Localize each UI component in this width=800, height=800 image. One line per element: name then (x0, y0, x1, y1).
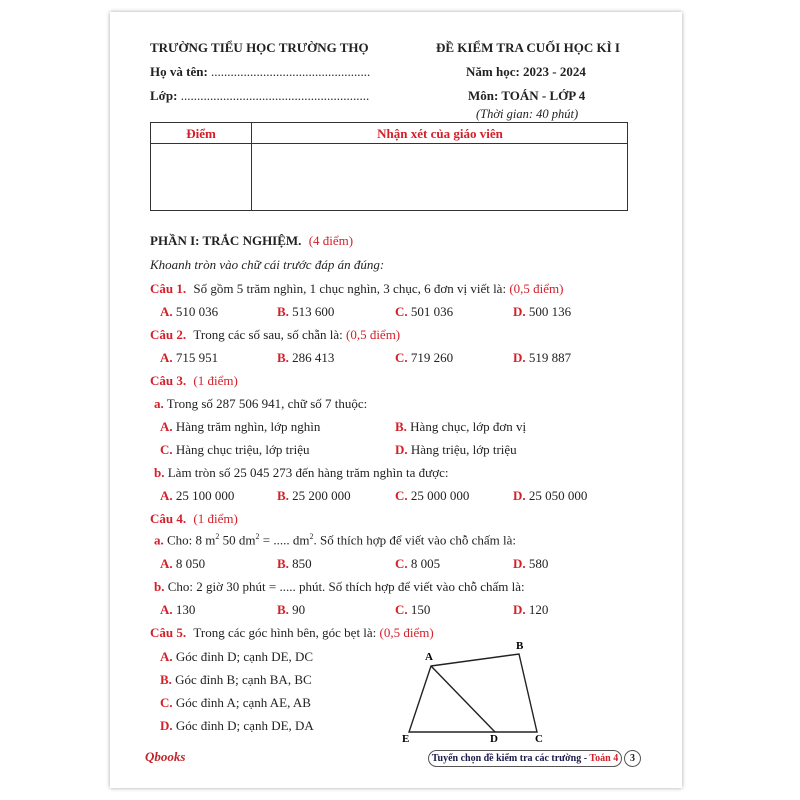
question-5 (150, 625, 434, 641)
option-letter: A. (160, 350, 173, 365)
question-2-text: Trong các số sau, số chẵn là: (193, 327, 343, 342)
option-letter: A. (160, 602, 173, 617)
question-3-label: Câu 3. (150, 373, 187, 388)
option-letter: A. (160, 488, 173, 503)
part1-instruction: Khoanh tròn vào chữ cái trước đáp án đúng: (150, 257, 385, 272)
option-letter: D. (513, 488, 526, 503)
q2-option-d[interactable] (513, 350, 571, 366)
part1-title: PHẦN I: TRẮC NGHIỆM. (150, 233, 302, 248)
option-letter: A. (160, 419, 173, 434)
option-value: 500 136 (528, 304, 572, 319)
q4a-option-c[interactable] (395, 556, 440, 572)
option-letter: B. (277, 350, 289, 365)
exam-title: ĐỀ KIỂM TRA CUỐI HỌC KÌ I (436, 40, 620, 55)
option-letter: C. (395, 488, 408, 503)
q4a-text-2: 50 dm (219, 532, 256, 548)
part1-points: (4 điểm) (308, 233, 354, 248)
option-value: Hàng trăm nghìn, lớp nghìn (175, 419, 321, 434)
option-letter: A. (160, 649, 173, 664)
q1-option-d[interactable] (513, 304, 571, 320)
option-value: 580 (528, 556, 549, 571)
option-letter: C. (395, 602, 408, 617)
question-5-label: Câu 5. (150, 625, 187, 640)
exam-duration: (Thời gian: 40 phút) (476, 107, 579, 121)
series-subject: Toán 4 (589, 753, 619, 764)
question-3-points: (1 điểm) (193, 373, 238, 388)
option-value: Góc đỉnh A; cạnh AE, AB (175, 695, 311, 710)
grade-table (150, 122, 628, 211)
option-value: 90 (292, 602, 306, 617)
option-letter: D. (513, 304, 526, 319)
exam-page (110, 12, 682, 788)
option-letter: B. (277, 488, 289, 503)
q1-option-a[interactable] (160, 304, 218, 320)
question-1 (150, 281, 563, 297)
option-letter: B. (395, 419, 407, 434)
option-value: 286 413 (292, 350, 335, 365)
q4b-option-a[interactable] (160, 602, 195, 618)
option-letter: B. (160, 672, 172, 687)
option-value: 8 050 (175, 556, 206, 571)
q3a-option-c[interactable] (160, 442, 309, 458)
option-value: 8 005 (410, 556, 441, 571)
label-c: C (535, 733, 543, 742)
name-dots: ................................................. (211, 64, 371, 79)
option-letter: C. (395, 350, 408, 365)
option-value: Góc đỉnh B; cạnh BA, BC (175, 672, 312, 687)
option-letter: C. (160, 695, 173, 710)
question-4-points: (1 điểm) (193, 511, 238, 526)
subject-line: Môn: TOÁN - LỚP 4 (468, 88, 586, 103)
table-header-line (151, 143, 627, 144)
q2-option-a[interactable] (160, 350, 218, 366)
question-4b-label: b. (154, 579, 165, 594)
option-value: 25 100 000 (175, 488, 235, 503)
q2-option-b[interactable] (277, 350, 334, 366)
school-name: TRƯỜNG TIỂU HỌC TRƯỜNG THỌ (150, 40, 369, 55)
q3b-option-b[interactable] (277, 488, 351, 504)
q5-option-a[interactable] (160, 649, 313, 665)
option-value: 120 (528, 602, 549, 617)
label-a: A (425, 651, 433, 663)
question-3b-label: b. (154, 465, 165, 480)
q2-option-c[interactable] (395, 350, 453, 366)
segment-ad (431, 666, 495, 732)
label-b: B (516, 640, 524, 652)
question-4-label: Câu 4. (150, 511, 187, 526)
option-value: Hàng triệu, lớp triệu (410, 442, 517, 457)
question-1-text: Số gồm 5 trăm nghìn, 1 chục nghìn, 3 chục, 6 đơn vị viết là: (193, 281, 507, 296)
question-3b (154, 465, 448, 481)
question-4b (154, 579, 525, 595)
question-2 (150, 327, 400, 343)
q4b-option-c[interactable] (395, 602, 430, 618)
q5-option-c[interactable] (160, 695, 311, 711)
q4a-option-a[interactable] (160, 556, 205, 572)
q3b-option-a[interactable] (160, 488, 234, 504)
option-letter: C. (395, 304, 408, 319)
class-dots: .......................................................... (180, 88, 370, 103)
question-4 (150, 511, 238, 527)
q4a-option-d[interactable] (513, 556, 548, 572)
option-value: 850 (292, 556, 312, 571)
q1-option-b[interactable] (277, 304, 334, 320)
series-banner (428, 750, 622, 767)
q3a-option-a[interactable] (160, 419, 320, 435)
option-value: Hàng chục triệu, lớp triệu (175, 442, 310, 457)
question-4a-label: a. (154, 532, 164, 548)
option-value: 719 260 (410, 350, 454, 365)
q4a-text-1: Cho: 8 m (167, 532, 216, 548)
question-5-text: Trong các góc hình bên, góc bẹt là: (193, 625, 377, 640)
option-letter: B. (277, 556, 289, 571)
class-label: Lớp: (150, 88, 178, 103)
comment-header: Nhận xét của giáo viên (377, 126, 503, 141)
score-header: Điểm (186, 126, 216, 141)
quadrilateral-abce (409, 654, 537, 732)
option-letter: B. (277, 304, 289, 319)
q4a-sup-2: 2 (255, 532, 260, 541)
option-value: 25 200 000 (292, 488, 351, 503)
q4b-option-d[interactable] (513, 602, 548, 618)
option-letter: D. (513, 602, 526, 617)
q3a-option-b[interactable] (395, 419, 526, 435)
page-number: 3 (624, 750, 641, 767)
option-value: 150 (410, 602, 431, 617)
option-value: 25 050 000 (528, 488, 588, 503)
option-letter: C. (160, 442, 173, 457)
option-letter: C. (395, 556, 408, 571)
q4a-sup-1: 2 (215, 532, 220, 541)
option-value: 513 600 (292, 304, 335, 319)
q4a-text-4: . Số thích hợp để viết vào chỗ chấm là: (313, 532, 517, 548)
q5-option-d[interactable] (160, 718, 314, 734)
class-line (150, 88, 369, 104)
question-2-label: Câu 2. (150, 327, 187, 342)
option-letter: D. (513, 556, 526, 571)
question-2-points: (0,5 điểm) (345, 327, 401, 342)
part1-heading (150, 233, 353, 249)
option-value: 501 036 (410, 304, 454, 319)
question-5-points: (0,5 điểm) (379, 625, 434, 640)
question-1-points: (0,5 điểm) (509, 281, 564, 296)
q3b-option-d[interactable] (513, 488, 587, 504)
question-3b-text: Làm tròn số 25 045 273 đến hàng trăm nghìn ta được: (167, 465, 449, 480)
q5-option-b[interactable] (160, 672, 312, 688)
option-letter: A. (160, 556, 173, 571)
question-1-label: Câu 1. (150, 281, 187, 296)
option-letter: D. (160, 718, 173, 733)
option-letter: D. (513, 350, 526, 365)
option-value: Góc đỉnh D; cạnh DE, DC (175, 649, 314, 664)
option-value: Hàng chục, lớp đơn vị (410, 419, 527, 434)
label-d: D (490, 733, 498, 742)
option-letter: D. (395, 442, 408, 457)
q3a-option-d[interactable] (395, 442, 517, 458)
question-4a (154, 532, 516, 548)
option-value: 519 887 (528, 350, 572, 365)
q4b-option-b[interactable] (277, 602, 305, 618)
q4a-option-b[interactable] (277, 556, 312, 572)
q3b-option-c[interactable] (395, 488, 469, 504)
option-letter: A. (160, 304, 173, 319)
label-e: E (402, 733, 410, 742)
question-3 (150, 373, 238, 389)
series-text: Tuyển chọn đề kiểm tra các trường - (431, 753, 590, 764)
question-3a (154, 396, 367, 412)
question-3a-label: a. (154, 396, 164, 411)
option-value: 715 951 (175, 350, 219, 365)
qbooks-logo: Qbooks (145, 749, 186, 764)
name-label: Họ và tên: (150, 64, 208, 79)
q1-option-c[interactable] (395, 304, 453, 320)
option-value: 25 000 000 (410, 488, 470, 503)
question-3a-text: Trong số 287 506 941, chữ số 7 thuộc: (166, 396, 368, 411)
question-4b-text: Cho: 2 giờ 30 phút = ..... phút. Số thích hợp để viết vào chỗ chấm là: (167, 579, 525, 594)
student-name-line (150, 64, 370, 80)
option-letter: B. (277, 602, 289, 617)
option-value: 510 036 (175, 304, 219, 319)
q4a-text-3: = ..... dm (259, 532, 310, 548)
angle-figure (395, 630, 555, 742)
q4a-sup-3: 2 (309, 532, 314, 541)
option-value: Góc đỉnh D; cạnh DE, DA (175, 718, 314, 733)
school-year: Năm học: 2023 - 2024 (466, 64, 586, 79)
option-value: 130 (175, 602, 196, 617)
